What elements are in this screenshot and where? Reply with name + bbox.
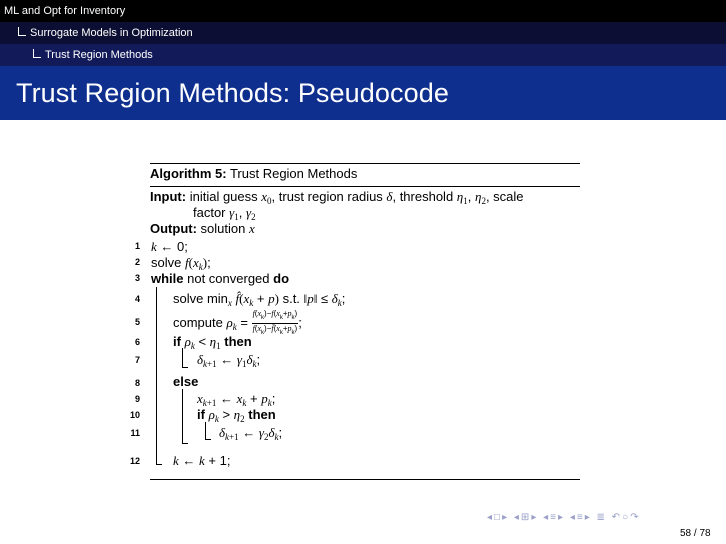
algo-line-1: k ← 0;	[151, 239, 188, 254]
frame-title-bar	[0, 66, 726, 120]
algorithm-caption-rule	[150, 186, 580, 187]
line-number: 3	[134, 273, 140, 283]
algorithm-caption	[150, 166, 357, 181]
else-block-bar	[182, 389, 183, 443]
algo-line-9: $x_{k+1}$ ← $x_k + p_k$;	[197, 391, 276, 408]
nav-subsection-prev-icon[interactable]: ◂	[513, 512, 521, 523]
algorithm-caption-label: Algorithm 5:	[150, 166, 227, 181]
nav-doc-next-icon[interactable]: ▸	[584, 512, 592, 523]
search-icon[interactable]: ○	[622, 512, 631, 523]
nav-frame-next-icon[interactable]: ▸	[502, 512, 510, 523]
frame-icon[interactable]: □	[494, 512, 503, 523]
inner-if-block-bar	[205, 422, 206, 439]
line-number: 2	[134, 257, 140, 267]
nav-section-prev-icon[interactable]: ◂	[543, 512, 551, 523]
inner-if-block-end	[205, 439, 211, 440]
document-icon[interactable]: ≡	[576, 512, 585, 523]
algorithm-top-rule	[150, 163, 580, 164]
if-block-bar	[182, 348, 183, 367]
header-section-bar	[0, 0, 726, 22]
tree-branch-icon	[33, 49, 41, 58]
algo-line-5: compute $\rho_k$ = $\frac{f(x_k)-f(x_k+p_k)}{f(x_k)-f̂(x_k+p_k)}$ ;	[173, 309, 302, 336]
beamer-navigation-symbols	[487, 512, 641, 523]
header-subsubsection-link[interactable]: Trust Region Methods	[45, 49, 153, 61]
line-number: 1	[134, 241, 140, 251]
algo-line-6: if $\rho_k < \eta_1$ then	[173, 334, 252, 351]
algorithm-caption-text: Trust Region Methods	[229, 166, 358, 181]
while-block-end	[156, 464, 162, 465]
line-number: 10	[129, 410, 140, 420]
line-number: 9	[134, 394, 140, 404]
line-number: 8	[134, 378, 140, 388]
algorithm-input-line: Input: initial guess $x_0$, trust region radius δ, threshold $\eta_1$, $\eta_2$, scale	[150, 189, 524, 206]
algo-line-10: if $\rho_k > \eta_2$ then	[197, 407, 276, 424]
search-forward-icon[interactable]: ↷	[630, 512, 641, 523]
frame-title: Trust Region Methods: Pseudocode	[16, 78, 449, 108]
header-subsection-link[interactable]: Surrogate Models in Optimization	[30, 27, 193, 39]
line-number: 11	[130, 428, 140, 438]
search-back-icon[interactable]: ↶	[611, 512, 623, 523]
algo-line-8: else	[173, 374, 199, 389]
line-number: 4	[134, 294, 140, 304]
header-subsubsection-bar	[0, 44, 726, 66]
line-number: 7	[134, 355, 140, 365]
algorithm-bottom-rule	[150, 479, 580, 480]
header-section-link[interactable]: ML and Opt for Inventory	[4, 5, 126, 17]
nav-doc-prev-icon[interactable]: ◂	[569, 512, 577, 523]
algo-line-12: k ← k + 1;	[173, 453, 231, 468]
header-subsection-bar	[0, 22, 726, 44]
algo-line-4: solve $\min_x$ $f̂(x_k + p)$ s.t. ‖p‖ ≤ $\delta_k$;	[173, 291, 346, 308]
output-label: Output:	[150, 221, 197, 236]
algo-line-3: while not converged do	[151, 271, 290, 286]
tree-branch-icon	[18, 27, 26, 36]
align-icon[interactable]: ≣	[596, 512, 607, 523]
page-number: 58 / 78	[680, 528, 711, 539]
algo-line-7: $\delta_{k+1}$ ← $\gamma_1\delta_k$;	[197, 352, 261, 369]
subsection-icon[interactable]: ⊞	[520, 512, 532, 523]
line-number: 6	[134, 337, 140, 347]
nav-section-next-icon[interactable]: ▸	[558, 512, 566, 523]
output-text: solution	[200, 221, 246, 236]
algorithm-input-continued: factor $\gamma_1$, $\gamma_2$	[193, 205, 256, 222]
nav-subsection-next-icon[interactable]: ▸	[531, 512, 539, 523]
algo-line-2: solve $f(x_k)$;	[151, 255, 211, 272]
algorithm-output-line: Output: solution x	[150, 221, 255, 236]
section-icon[interactable]: ≡	[550, 512, 558, 523]
else-block-end	[182, 443, 188, 444]
while-block-bar	[156, 287, 157, 464]
input-label: Input:	[150, 189, 187, 204]
line-number: 12	[129, 456, 140, 466]
nav-frame-prev-icon[interactable]: ◂	[487, 512, 495, 523]
if-block-end	[182, 367, 188, 368]
line-number: 5	[134, 317, 140, 327]
algo-line-11: $\delta_{k+1}$ ← $\gamma_2\delta_k$;	[219, 425, 283, 442]
